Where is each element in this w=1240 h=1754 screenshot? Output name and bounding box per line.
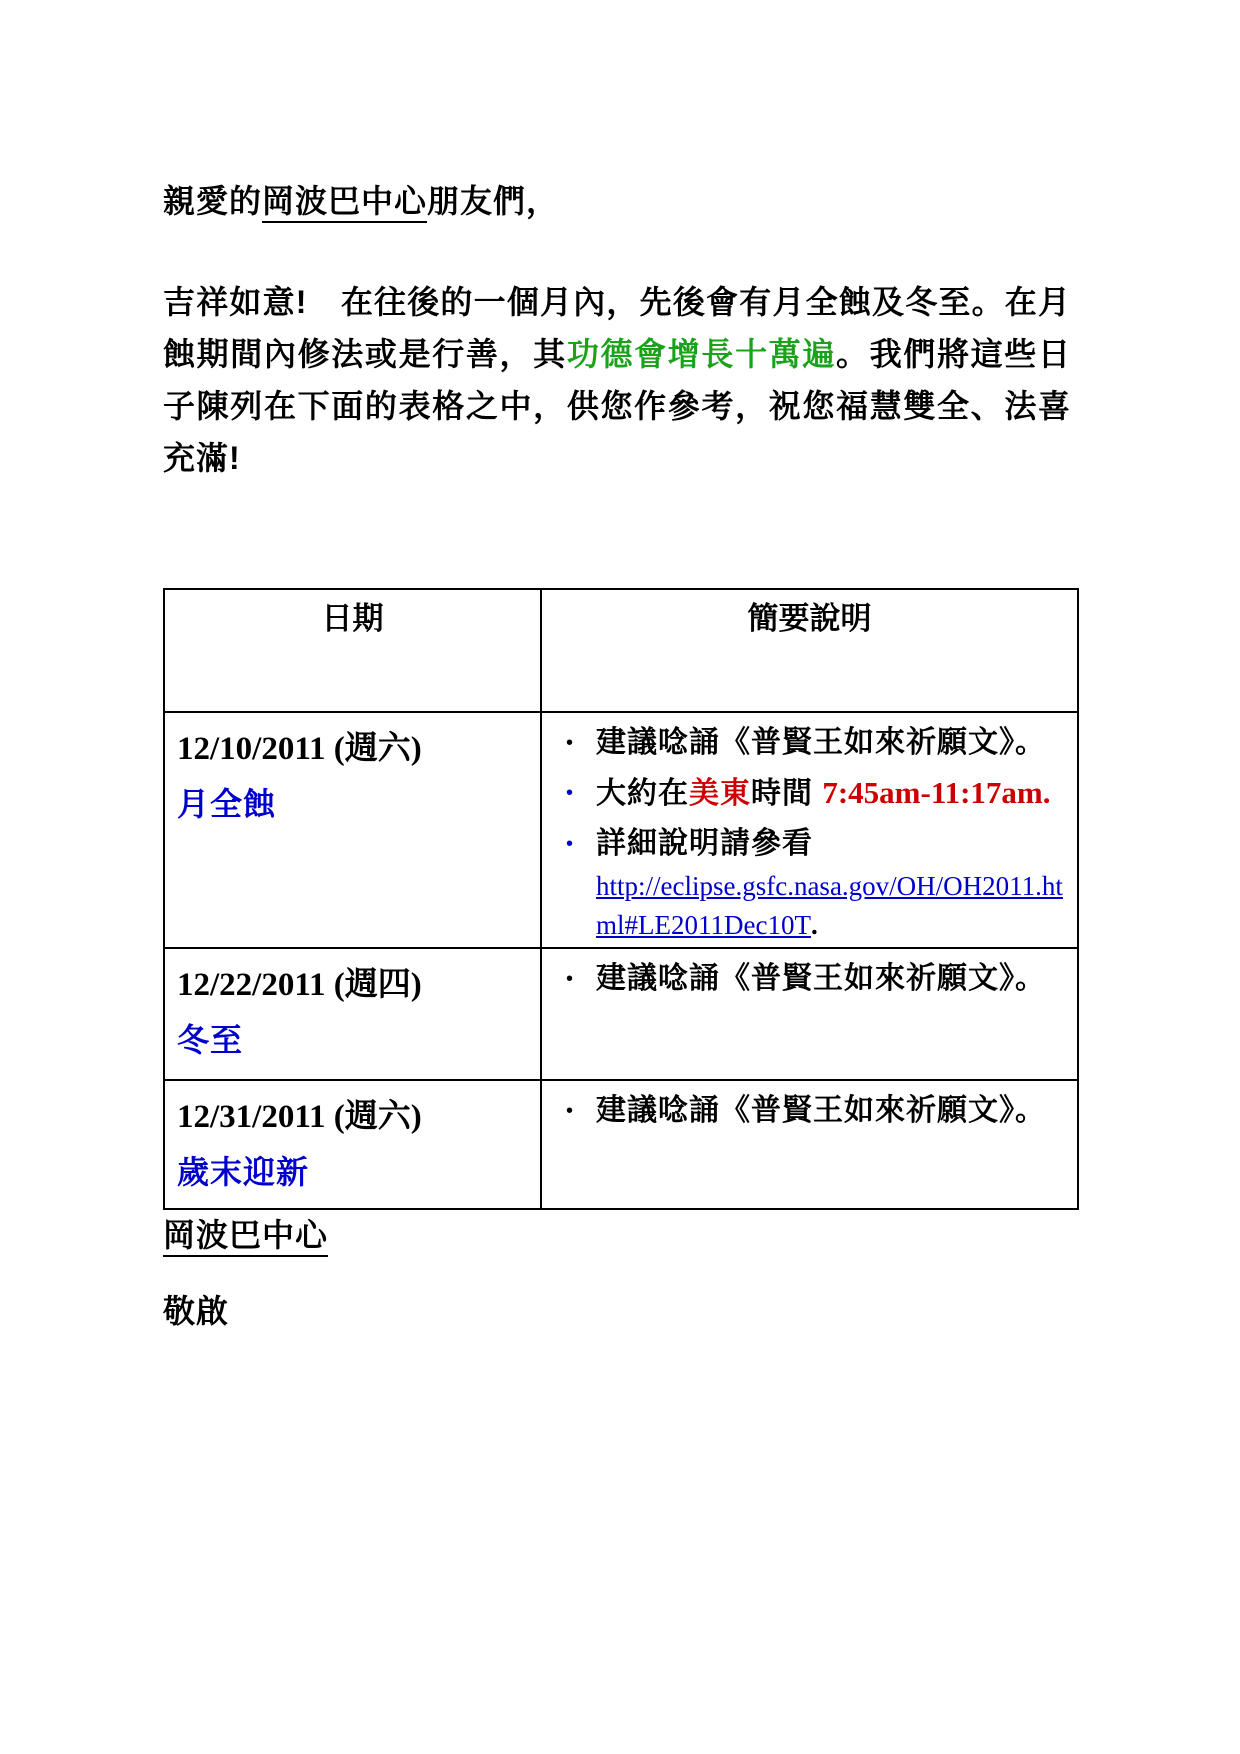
description-cell [541, 712, 1078, 948]
bullet-icon: • [566, 732, 574, 754]
bullet-icon: • [566, 782, 574, 804]
table-row-year-end [164, 1080, 1078, 1209]
event-name: 冬至 [177, 1022, 244, 1058]
time-text-1: 大約在 [596, 777, 689, 810]
link-trailing-period: . [810, 910, 818, 940]
event-name: 歲末迎新 [177, 1154, 310, 1190]
date-cell [164, 1080, 541, 1209]
bullet-text: 建議唸誦《普賢王如來祈願文》。 [596, 726, 1046, 759]
bullet-icon: • [566, 833, 574, 855]
bullet-item [542, 768, 1069, 819]
event-date: 12/31/2011 (週六) [177, 1099, 422, 1135]
table-header-row [164, 589, 1078, 712]
us-east-highlight: 美東 [689, 777, 751, 810]
center-name-underlined: 岡波巴中心 [262, 183, 427, 223]
greeting-suffix: 朋友們， [427, 183, 560, 219]
bullet-item [542, 819, 1069, 869]
col-header-description: 簡要說明 [541, 589, 1078, 712]
intro-text-before: 吉祥如意! 在往後的一個月內，先後會有月全蝕及冬至。在月蝕期間內修法或是行善，其 [163, 284, 1071, 372]
time-text-2: 時間 [751, 777, 823, 810]
col-header-date: 日期 [164, 589, 541, 712]
event-name: 月全蝕 [177, 786, 277, 822]
date-cell [164, 948, 541, 1080]
signature-line [163, 1210, 328, 1256]
merit-highlight: 功德會增長十萬遍 [566, 336, 837, 372]
bullet-text: 詳細說明請參看 [596, 827, 813, 860]
table-row-winter-solstice [164, 948, 1078, 1080]
schedule-table [163, 588, 1079, 1210]
bullet-item [542, 1086, 1069, 1136]
eclipse-time-range: 7:45am-11:17am. [822, 775, 1051, 810]
greeting-line [163, 176, 559, 222]
signature-name: 岡波巴中心 [163, 1217, 328, 1257]
bullet-icon: • [566, 968, 574, 990]
date-cell [164, 712, 541, 948]
link-line-2[interactable]: ml#LE2011Dec10T [596, 910, 811, 940]
link-line-1[interactable]: http://eclipse.gsfc.nasa.gov/OH/OH2011.ht [596, 871, 1063, 901]
intro-paragraph [163, 276, 1071, 484]
description-cell [541, 948, 1078, 1080]
bullet-text: 建議唸誦《普賢王如來祈願文》。 [596, 1094, 1046, 1127]
description-cell [541, 1080, 1078, 1209]
closing-block [163, 1210, 328, 1332]
table-row-lunar-eclipse [164, 712, 1078, 948]
bullet-item [542, 954, 1069, 1004]
bullet-text: 建議唸誦《普賢王如來祈願文》。 [596, 962, 1046, 995]
bullet-item [542, 718, 1069, 768]
event-date: 12/22/2011 (週四) [177, 967, 422, 1003]
bullet-text [596, 768, 1069, 819]
eclipse-link-block [596, 869, 1069, 947]
event-date: 12/10/2011 (週六) [177, 731, 422, 767]
salutation: 敬啟 [163, 1293, 230, 1329]
greeting-prefix: 親愛的 [163, 183, 263, 219]
eclipse-details-link[interactable] [596, 871, 1063, 940]
bullet-icon: • [566, 1100, 574, 1122]
intro-text-after: 。我們將這些日子陳列在下面的表格之中，供您作參考，祝您福慧雙全、法喜充滿! [163, 336, 1071, 476]
